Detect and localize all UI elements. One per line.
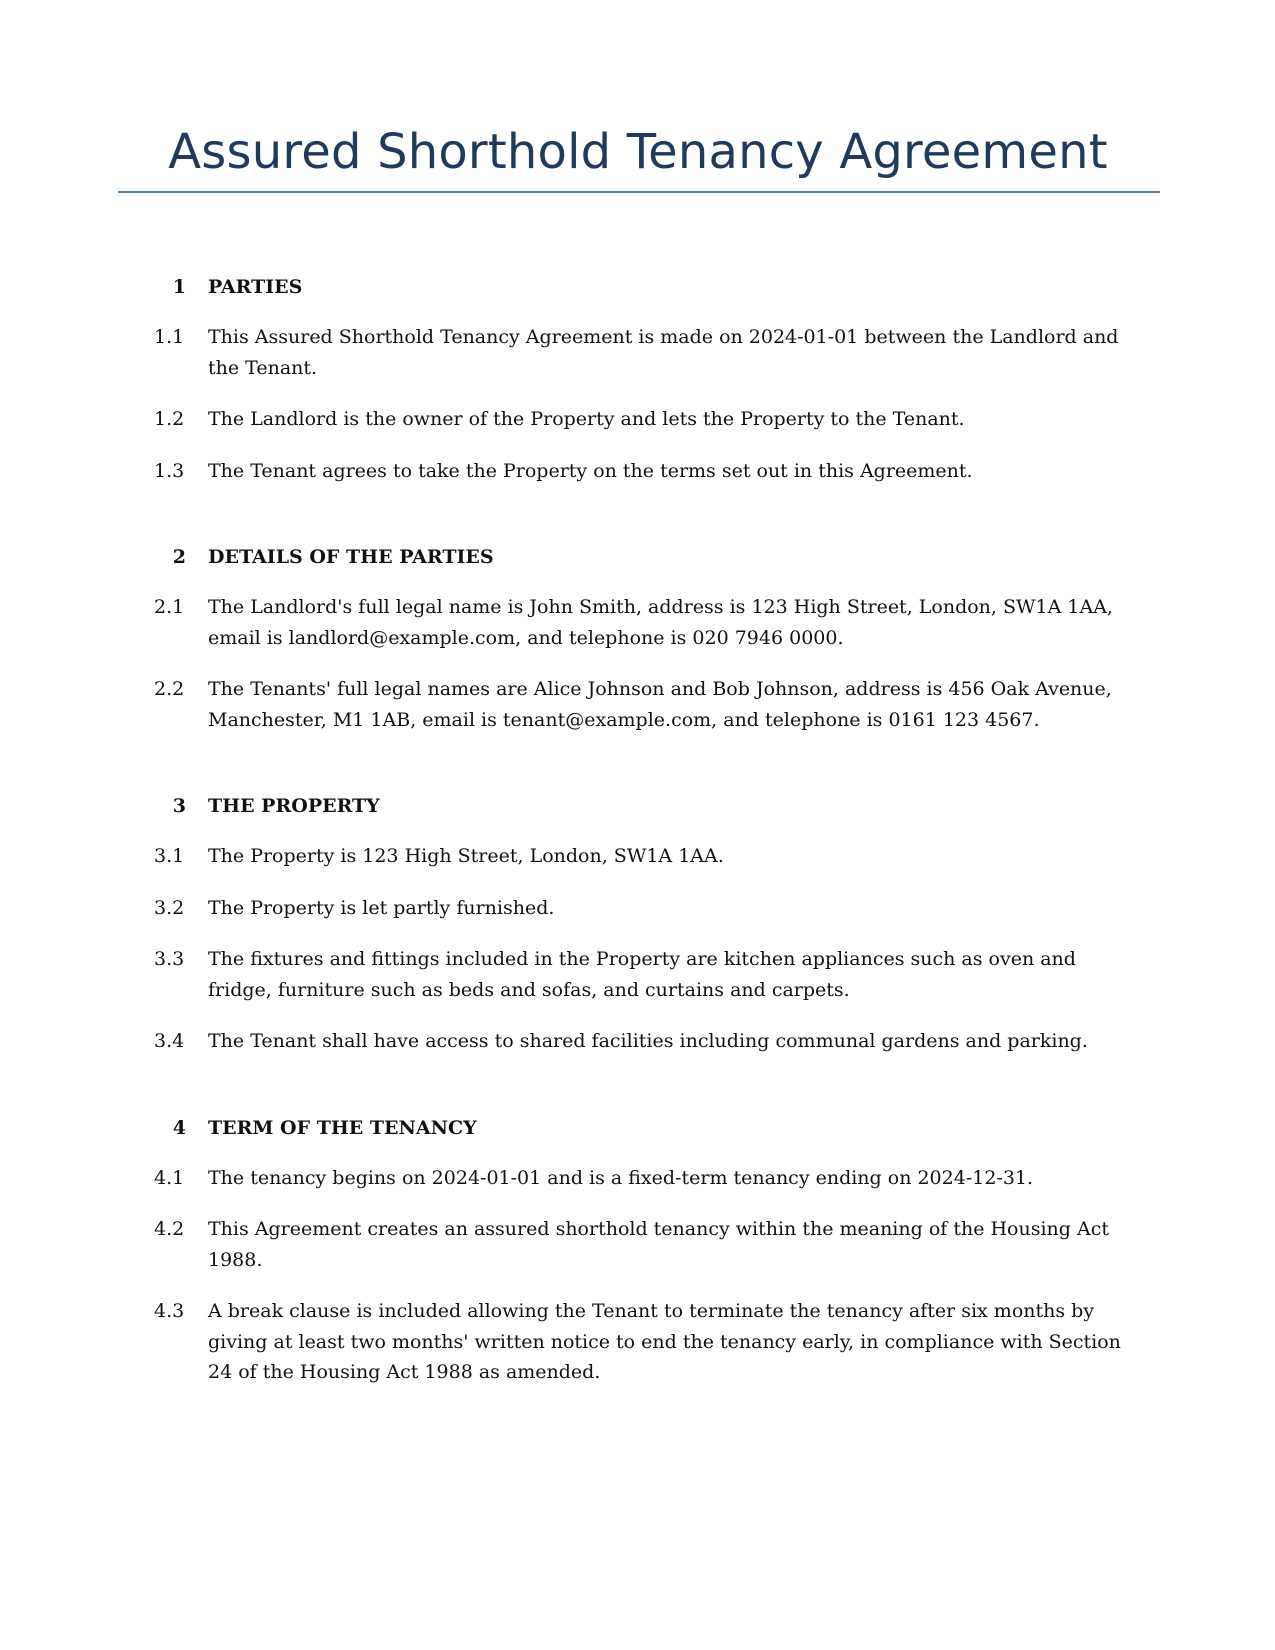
clause-number: 2.1 bbox=[154, 596, 185, 618]
clause-text: This Assured Shorthold Tenancy Agreement is made on 2024-01-01 between the Landlord and the Tenant. bbox=[208, 326, 1119, 379]
clause-number: 3.1 bbox=[154, 845, 185, 867]
clause-text: The tenancy begins on 2024-01-01 and is a fixed-term tenancy ending on 2024-12-31. bbox=[208, 1166, 1034, 1189]
section-number: 3 bbox=[172, 795, 186, 817]
clause bbox=[140, 322, 1140, 383]
clause bbox=[140, 944, 1140, 1005]
clause-text: A break clause is included allowing the Tenant to terminate the tenancy after six months by giving at least two months' written notice to end the tenancy early, in compliance with Section 24 of the Housing Act 1988 as amended. bbox=[208, 1300, 1121, 1383]
clause-text: The Property is 123 High Street, London, SW1A 1AA. bbox=[208, 845, 724, 867]
section-title: DETAILS OF THE PARTIES bbox=[208, 546, 494, 568]
section-title: PARTIES bbox=[208, 276, 303, 298]
section-parties bbox=[140, 272, 1140, 486]
section-heading bbox=[140, 1113, 1140, 1143]
section-title: TERM OF THE TENANCY bbox=[208, 1116, 477, 1139]
clause bbox=[140, 456, 1140, 487]
clause-text: The Landlord is the owner of the Property and lets the Property to the Tenant. bbox=[208, 408, 965, 430]
clause bbox=[140, 592, 1140, 653]
clause-number: 3.2 bbox=[154, 896, 185, 919]
clause-number: 4.1 bbox=[154, 1166, 185, 1189]
clause-number: 1.3 bbox=[154, 459, 185, 482]
clause-text: The Property is let partly furnished. bbox=[208, 896, 555, 919]
clause bbox=[140, 1026, 1140, 1057]
clause-number: 1.1 bbox=[154, 326, 185, 348]
clause bbox=[140, 1214, 1140, 1275]
clause-number: 1.2 bbox=[154, 408, 185, 430]
clause-number: 3.3 bbox=[154, 948, 185, 970]
clause bbox=[140, 841, 1140, 872]
clause-number: 2.2 bbox=[154, 678, 185, 700]
document-title: Assured Shorthold Tenancy Agreement bbox=[168, 124, 1108, 180]
section-term-of-tenancy bbox=[140, 1113, 1140, 1388]
clause bbox=[140, 1296, 1140, 1388]
title-underline bbox=[118, 191, 1160, 193]
clause bbox=[140, 1163, 1140, 1194]
section-heading bbox=[140, 791, 1140, 821]
clause bbox=[140, 893, 1140, 924]
clause-text: The Tenant agrees to take the Property on the terms set out in this Agreement. bbox=[208, 459, 973, 482]
section-heading bbox=[140, 542, 1140, 572]
section-number: 1 bbox=[172, 276, 186, 298]
section-heading bbox=[140, 272, 1140, 302]
section-number: 2 bbox=[172, 546, 186, 568]
section-the-property bbox=[140, 791, 1140, 1057]
document-body bbox=[140, 272, 1140, 1388]
section-details-of-parties bbox=[140, 542, 1140, 735]
clause-text: This Agreement creates an assured shorthold tenancy within the meaning of the Housing Act 1988. bbox=[208, 1218, 1109, 1271]
clause-text: The Landlord's full legal name is John Smith, address is 123 High Street, London, SW1A 1AA, email is landlord@example.com, and telephone is 020 7946 0000. bbox=[208, 596, 1113, 649]
section-number: 4 bbox=[172, 1116, 186, 1139]
clause-text: The Tenants' full legal names are Alice Johnson and Bob Johnson, address is 456 Oak Avenue, Manchester, M1 1AB, email is tenant@example.com, and telephone is 0161 123 4567. bbox=[208, 678, 1112, 731]
clause-number: 3.4 bbox=[154, 1030, 185, 1052]
clause-text: The Tenant shall have access to shared facilities including communal gardens and parking. bbox=[208, 1030, 1088, 1052]
clause bbox=[140, 404, 1140, 435]
clause-number: 4.2 bbox=[154, 1218, 185, 1240]
clause bbox=[140, 674, 1140, 735]
section-title: THE PROPERTY bbox=[208, 795, 380, 817]
clause-text: The fixtures and fittings included in the Property are kitchen appliances such as oven and fridge, furniture such as beds and sofas, and curtains and carpets. bbox=[208, 948, 1076, 1001]
clause-number: 4.3 bbox=[154, 1300, 185, 1322]
